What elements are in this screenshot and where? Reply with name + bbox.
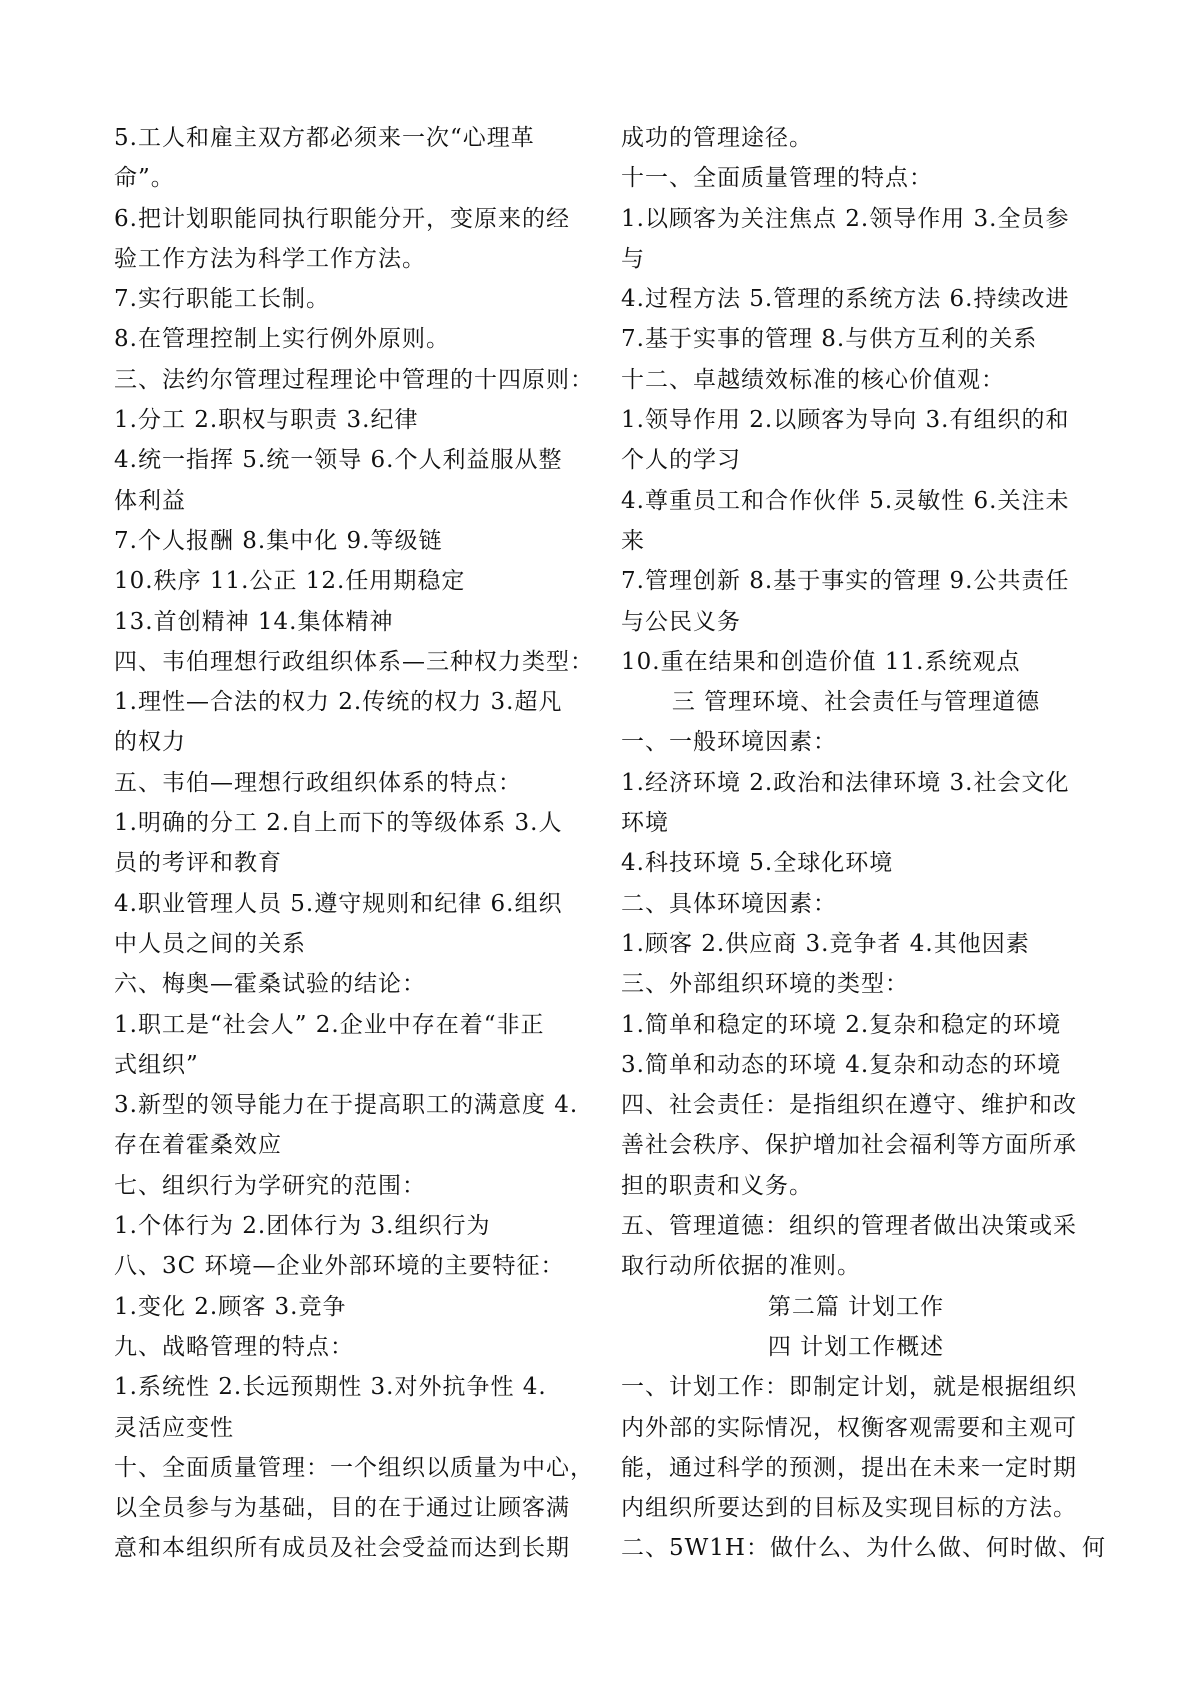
text-line: 验工作方法为科学工作方法。 xyxy=(114,245,426,272)
text-line: 1.分工 2.职权与职责 3.纪律 xyxy=(114,407,419,434)
text-line: 能，通过科学的预测，提出在未来一定时期 xyxy=(621,1454,1077,1481)
part-heading: 第二篇 计划工作 xyxy=(767,1293,945,1320)
text-line: 担的职责和义务。 xyxy=(621,1172,813,1199)
text-line: 7.管理创新 8.基于事实的管理 9.公共责任 xyxy=(621,568,1070,595)
section-heading: 五、韦伯—理想行政组织体系的特点： xyxy=(114,769,522,796)
section-heading: 一、计划工作：即制定计划，就是根据组织 xyxy=(621,1374,1077,1401)
text-line: 善社会秩序、保护增加社会福利等方面所承 xyxy=(621,1132,1077,1159)
text-line: 存在着霍桑效应 xyxy=(114,1132,282,1159)
section-heading: 三、法约尔管理过程理论中管理的十四原则： xyxy=(114,366,594,393)
text-line: 1.个体行为 2.团体行为 3.组织行为 xyxy=(114,1213,491,1240)
text-line: 个人的学习 xyxy=(621,447,741,474)
section-heading: 六、梅奥—霍桑试验的结论： xyxy=(114,971,426,998)
section-heading: 八、3C 环境—企业外部环境的主要特征： xyxy=(114,1253,565,1280)
chapter-heading: 四 计划工作概述 xyxy=(767,1333,945,1360)
text-line: 1.明确的分工 2.自上而下的等级体系 3.人 xyxy=(114,810,563,837)
text-line: 中人员之间的关系 xyxy=(114,930,306,957)
text-line: 5.工人和雇主双方都必须来一次“心理革 xyxy=(114,125,535,151)
text-line: 1.职工是“社会人” 2.企业中存在着“非正 xyxy=(114,1011,545,1038)
text-line: 意和本组织所有成员及社会受益而达到长期 xyxy=(114,1535,570,1562)
text-line: 以全员参与为基础，目的在于通过让顾客满 xyxy=(114,1495,570,1522)
section-heading: 四、社会责任：是指组织在遵守、维护和改 xyxy=(621,1092,1077,1119)
left-column xyxy=(114,118,594,1569)
text-line: 3.新型的领导能力在于提高职工的满意度 4. xyxy=(114,1092,579,1119)
text-line: 内外部的实际情况，权衡客观需要和主观可 xyxy=(621,1414,1077,1441)
text-line: 13.首创精神 14.集体精神 xyxy=(114,608,394,635)
section-heading: 二、5W1H：做什么、为什么做、何时做、何 xyxy=(621,1535,1106,1562)
section-heading: 四、韦伯理想行政组织体系—三种权力类型： xyxy=(114,648,594,675)
text-line: 7.个人报酬 8.集中化 9.等级链 xyxy=(114,527,443,554)
text-line: 命”。 xyxy=(114,165,175,192)
text-line: 4.过程方法 5.管理的系统方法 6.持续改进 xyxy=(621,286,1070,313)
text-line: 1.简单和稳定的环境 2.复杂和稳定的环境 xyxy=(621,1011,1062,1038)
text-line: 4.科技环境 5.全球化环境 xyxy=(621,850,894,877)
section-heading: 三、外部组织环境的类型： xyxy=(621,971,909,998)
chapter-heading: 三 管理环境、社会责任与管理道德 xyxy=(671,689,1041,716)
text-line: 环境 xyxy=(621,810,669,837)
section-heading: 五、管理道德：组织的管理者做出决策或采 xyxy=(621,1213,1077,1240)
text-line: 7.基于实事的管理 8.与供方互利的关系 xyxy=(621,326,1038,353)
text-line: 取行动所依据的准则。 xyxy=(621,1253,861,1280)
right-column xyxy=(621,118,1106,1569)
section-heading: 十一、全面质量管理的特点： xyxy=(621,165,933,192)
text-line: 4.统一指挥 5.统一领导 6.个人利益服从整 xyxy=(114,447,563,474)
text-line: 来 xyxy=(621,527,645,554)
text-line: 1.顾客 2.供应商 3.竞争者 4.其他因素 xyxy=(621,930,1030,957)
section-heading: 九、战略管理的特点： xyxy=(114,1333,354,1360)
section-heading: 十二、卓越绩效标准的核心价值观： xyxy=(621,366,1005,393)
section-heading: 一、一般环境因素： xyxy=(621,729,837,756)
text-line: 1.变化 2.顾客 3.竞争 xyxy=(114,1293,347,1320)
text-line: 灵活应变性 xyxy=(114,1414,234,1441)
text-line: 1.以顾客为关注焦点 2.领导作用 3.全员参 xyxy=(621,205,1070,232)
text-line: 内组织所要达到的目标及实现目标的方法。 xyxy=(621,1495,1077,1522)
text-line: 员的考评和教育 xyxy=(114,850,282,877)
section-heading: 二、具体环境因素： xyxy=(621,890,837,917)
section-heading: 七、组织行为学研究的范围： xyxy=(114,1172,426,1199)
text-line: 1.系统性 2.长远预期性 3.对外抗争性 4. xyxy=(114,1374,547,1401)
section-heading: 十、全面质量管理：一个组织以质量为中心， xyxy=(114,1454,594,1481)
text-line: 3.简单和动态的环境 4.复杂和动态的环境 xyxy=(621,1051,1062,1078)
text-line: 4.尊重员工和合作伙伴 5.灵敏性 6.关注未 xyxy=(621,487,1070,514)
text-line: 4.职业管理人员 5.遵守规则和纪律 6.组织 xyxy=(114,890,563,917)
text-line: 10.秩序 11.公正 12.任用期稳定 xyxy=(114,568,466,595)
text-line: 的权力 xyxy=(114,729,186,756)
text-line: 8.在管理控制上实行例外原则。 xyxy=(114,326,450,353)
text-line: 1.理性—合法的权力 2.传统的权力 3.超凡 xyxy=(114,689,563,716)
text-line: 1.领导作用 2.以顾客为导向 3.有组织的和 xyxy=(621,407,1070,434)
text-line: 成功的管理途径。 xyxy=(621,125,813,151)
text-line: 10.重在结果和创造价值 11.系统观点 xyxy=(621,648,1021,675)
text-line: 1.经济环境 2.政治和法律环境 3.社会文化 xyxy=(621,769,1070,796)
text-line: 式组织” xyxy=(114,1051,199,1078)
text-line: 7.实行职能工长制。 xyxy=(114,286,330,313)
text-line: 体利益 xyxy=(114,487,186,514)
text-line: 与公民义务 xyxy=(621,608,741,635)
text-line: 6.把计划职能同执行职能分开，变原来的经 xyxy=(114,205,570,232)
text-line: 与 xyxy=(621,245,645,272)
